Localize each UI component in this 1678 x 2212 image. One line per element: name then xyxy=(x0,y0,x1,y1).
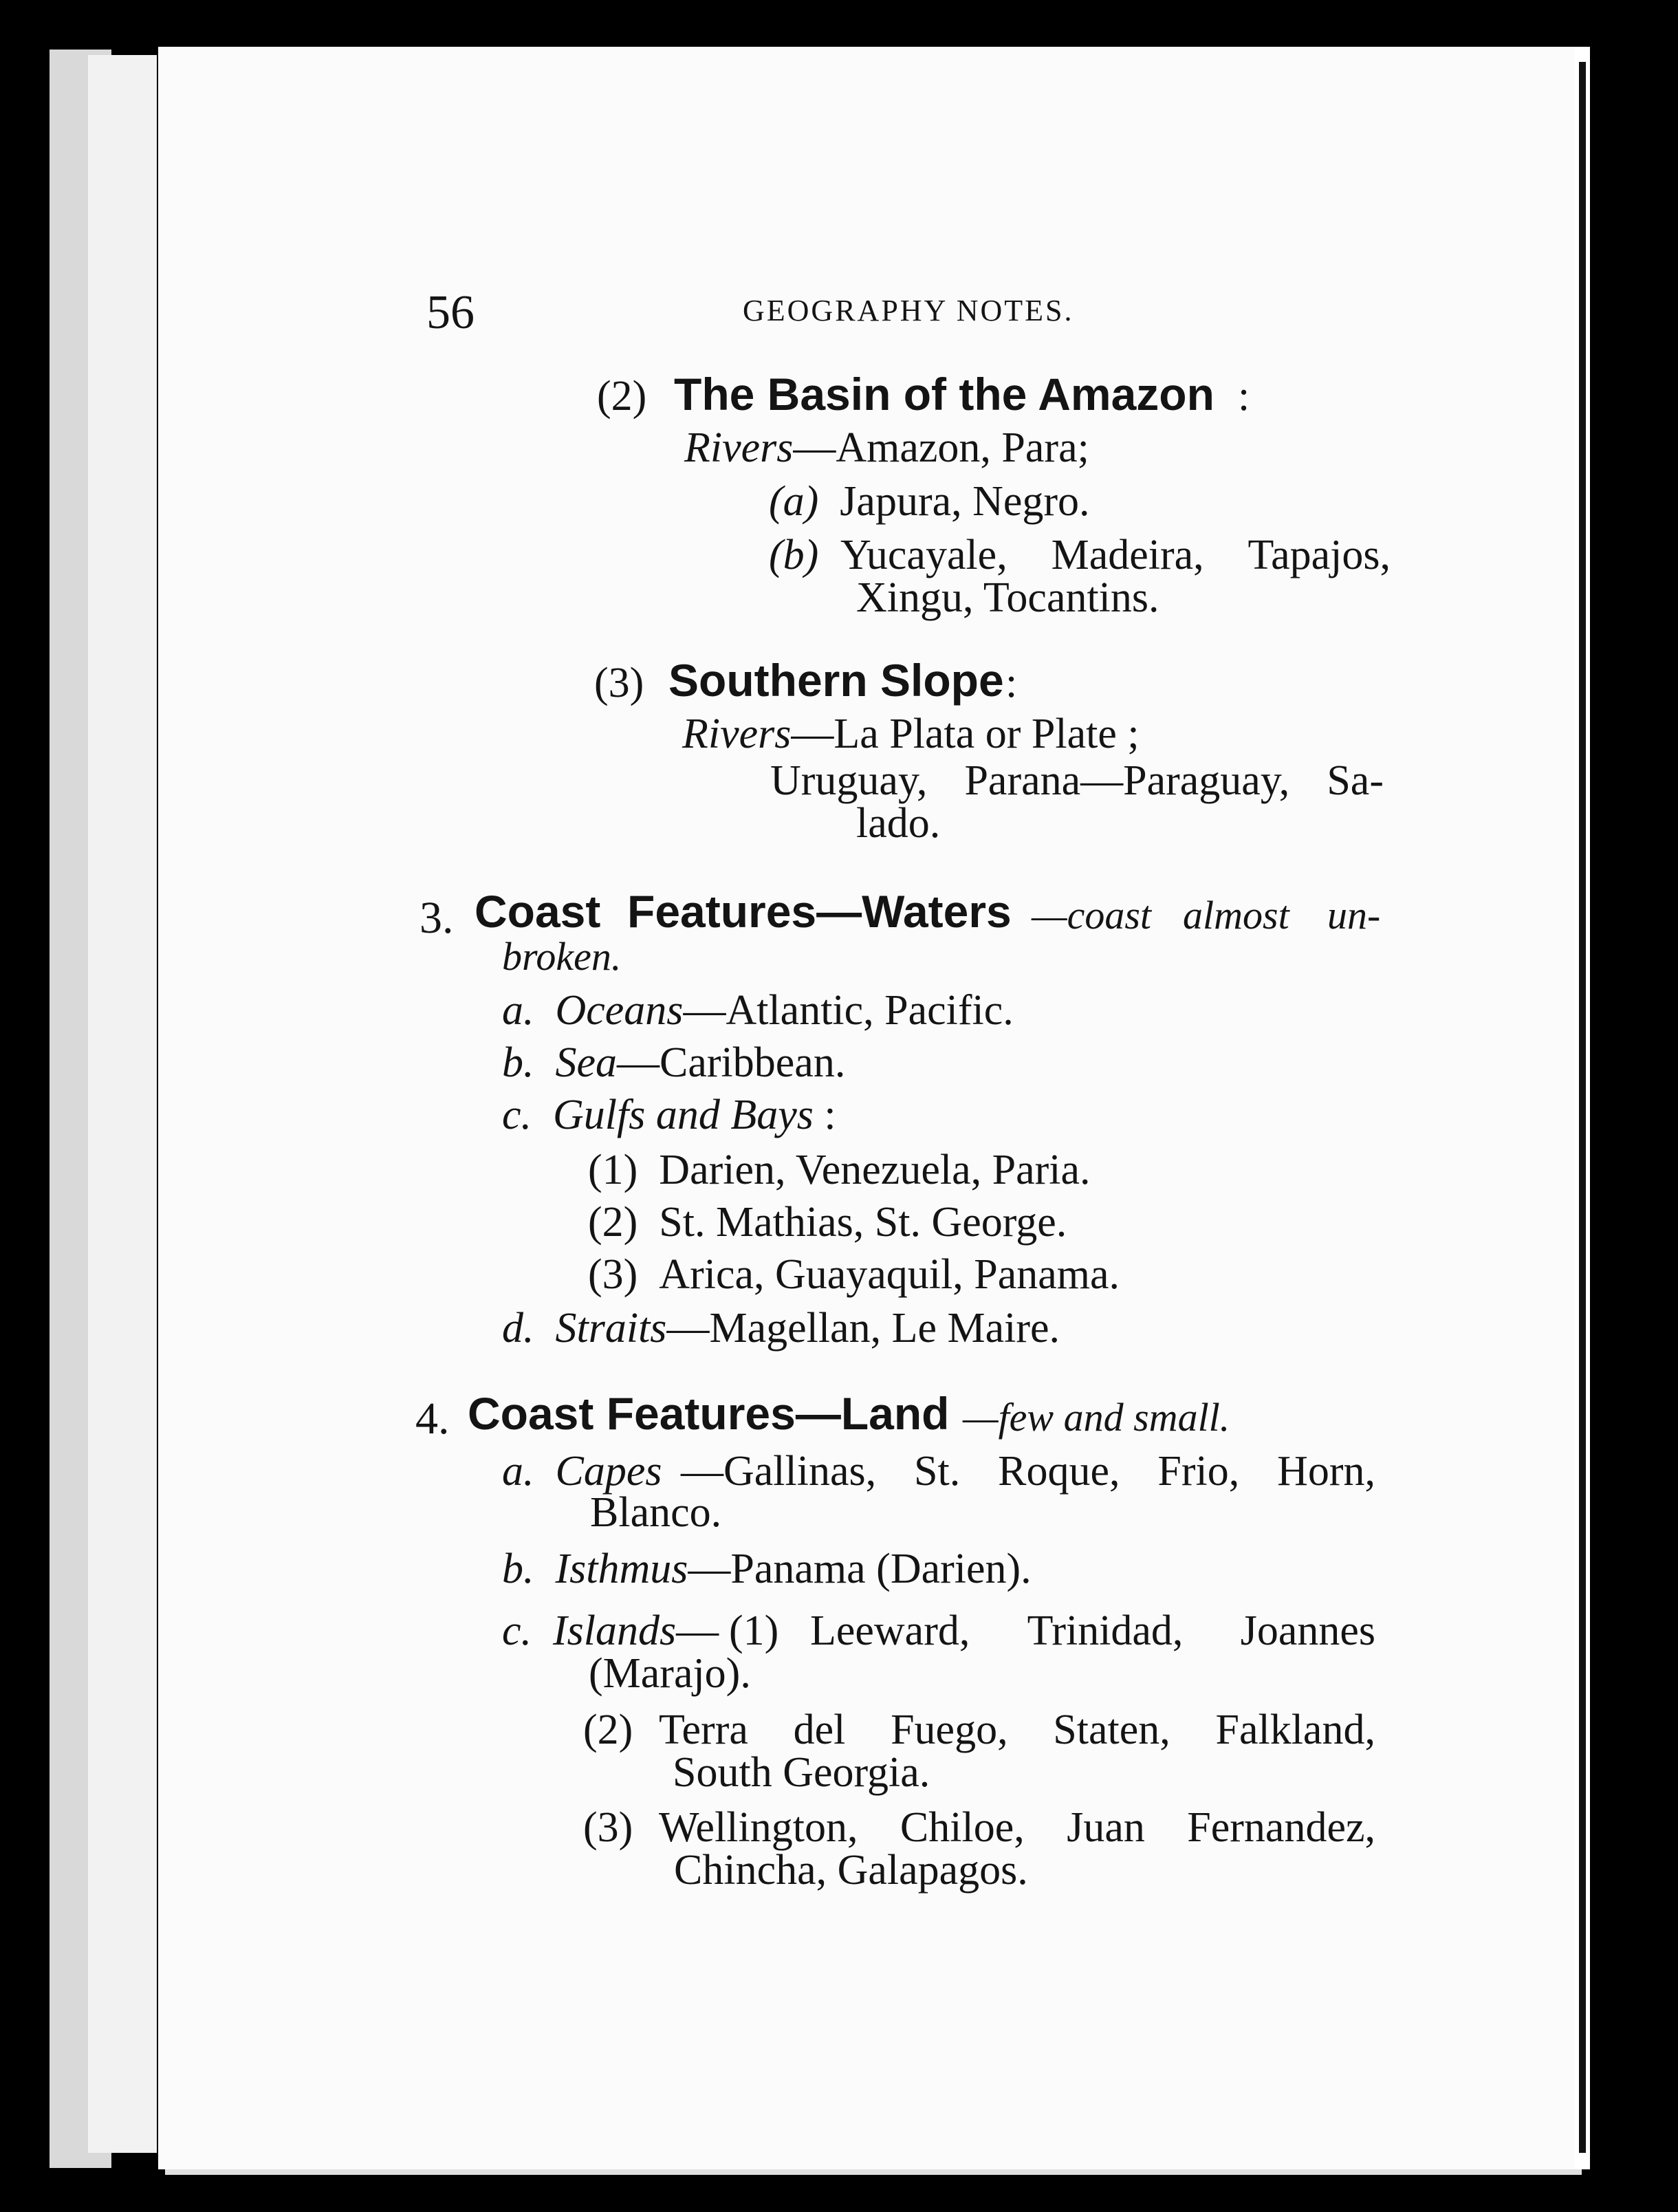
coast-waters-italic-word-1: —coast xyxy=(1032,893,1151,937)
islands-group-1-mark: (1) xyxy=(729,1607,779,1654)
capes-line-1: —Gallinas, St. Roque, Frio, Horn, xyxy=(681,1448,1375,1495)
coast-waters-item-gulfs: c. Gulfs and Bays : xyxy=(502,1092,836,1138)
coast-waters-item-sea: b. Sea—Caribbean. xyxy=(502,1039,846,1086)
southern-line-2: lado. xyxy=(856,800,941,847)
amazon-colon: : xyxy=(1238,373,1250,420)
southern-rivers-line xyxy=(682,713,1140,755)
coast-waters-item-oceans: a. Oceans—Atlantic, Pacific. xyxy=(502,987,1014,1034)
page-number: 56 xyxy=(426,286,475,339)
gulf-item-2: (2) St. Mathias, St. George. xyxy=(588,1199,1067,1246)
coast-waters-number: 3. xyxy=(420,893,454,943)
southern-word-2: Parana—Paraguay, xyxy=(964,757,1290,804)
amazon-b-word-1: Yucayale, xyxy=(840,532,1007,578)
islands-mark-label: c. Islands— xyxy=(502,1607,719,1654)
southern-number: (3) xyxy=(594,660,644,706)
coast-land-title: Coast Features—Land xyxy=(468,1388,950,1439)
gulf-item-3: (3) Arica, Guayaquil, Panama. xyxy=(588,1251,1120,1298)
coast-waters-title-word-2: Features—Waters xyxy=(627,886,1012,937)
coast-waters-title-word-1: Coast xyxy=(475,886,601,937)
coast-land-italic: —few and small. xyxy=(963,1395,1230,1440)
coast-land-number: 4. xyxy=(415,1394,450,1444)
amazon-rivers-text: —Amazon, Para; xyxy=(793,424,1089,471)
coast-waters-italic-word-2: almost xyxy=(1183,893,1289,937)
scan-margin-inner xyxy=(88,55,157,2153)
islands-group-3-mark: (3) xyxy=(583,1804,633,1851)
islands-group-2-mark: (2) xyxy=(583,1706,633,1753)
gulf-item-1: (1) Darien, Venezuela, Paria. xyxy=(588,1147,1091,1193)
southern-colon: : xyxy=(1005,660,1018,706)
southern-rivers-label: Rivers xyxy=(682,711,792,757)
amazon-rivers-label: Rivers xyxy=(684,424,794,471)
coast-waters-item-straits: d. Straits—Magellan, Le Maire. xyxy=(502,1305,1060,1352)
islands-group-1-line-1: Leeward, Trinidad, Joannes xyxy=(810,1607,1375,1654)
southern-word-3: Sa- xyxy=(1327,757,1384,804)
amazon-a-line xyxy=(769,480,1090,523)
page-binding-edge xyxy=(1579,62,1586,2153)
coast-waters-italic-word-3: un- xyxy=(1327,893,1381,937)
southern-word-1: Uruguay, xyxy=(770,757,928,804)
page-edge-bottom xyxy=(165,2169,1582,2175)
islands-group-2-line-1: Terra del Fuego, Staten, Falkland, xyxy=(659,1706,1375,1753)
isthmus-line: b. Isthmus—Panama (Darien). xyxy=(502,1546,1032,1592)
amazon-title: The Basin of the Amazon xyxy=(674,369,1214,420)
amazon-b-line-2: Xingu, Tocantins. xyxy=(856,574,1159,621)
coast-waters-italic-line-2: broken. xyxy=(502,934,622,979)
amazon-b-line xyxy=(840,534,1391,576)
amazon-number: (2) xyxy=(597,373,647,420)
capes-mark-label: a. Capes xyxy=(502,1448,662,1495)
amazon-b-mark: (b) xyxy=(769,532,819,578)
islands-group-1-line-2: (Marajo). xyxy=(589,1650,751,1697)
southern-title: Southern Slope xyxy=(668,655,1004,706)
southern-line-1 xyxy=(770,759,1384,802)
islands-group-3-line-2: Chincha, Galapagos. xyxy=(674,1847,1028,1894)
islands-group-3-line-1: Wellington, Chiloe, Juan Fernandez, xyxy=(659,1804,1375,1851)
capes-line-2: Blanco. xyxy=(590,1489,722,1536)
islands-group-2-line-2: South Georgia. xyxy=(673,1749,930,1796)
amazon-a-mark: (a) xyxy=(769,478,819,525)
amazon-b-word-2: Madeira, xyxy=(1051,532,1204,578)
amazon-rivers-line xyxy=(684,426,1089,469)
amazon-b-word-3: Tapajos, xyxy=(1247,532,1391,578)
amazon-a-text: Japura, Negro. xyxy=(840,478,1090,525)
running-title: GEOGRAPHY NOTES. xyxy=(743,294,1074,327)
southern-rivers-text: —La Plata or Plate ; xyxy=(791,711,1140,757)
